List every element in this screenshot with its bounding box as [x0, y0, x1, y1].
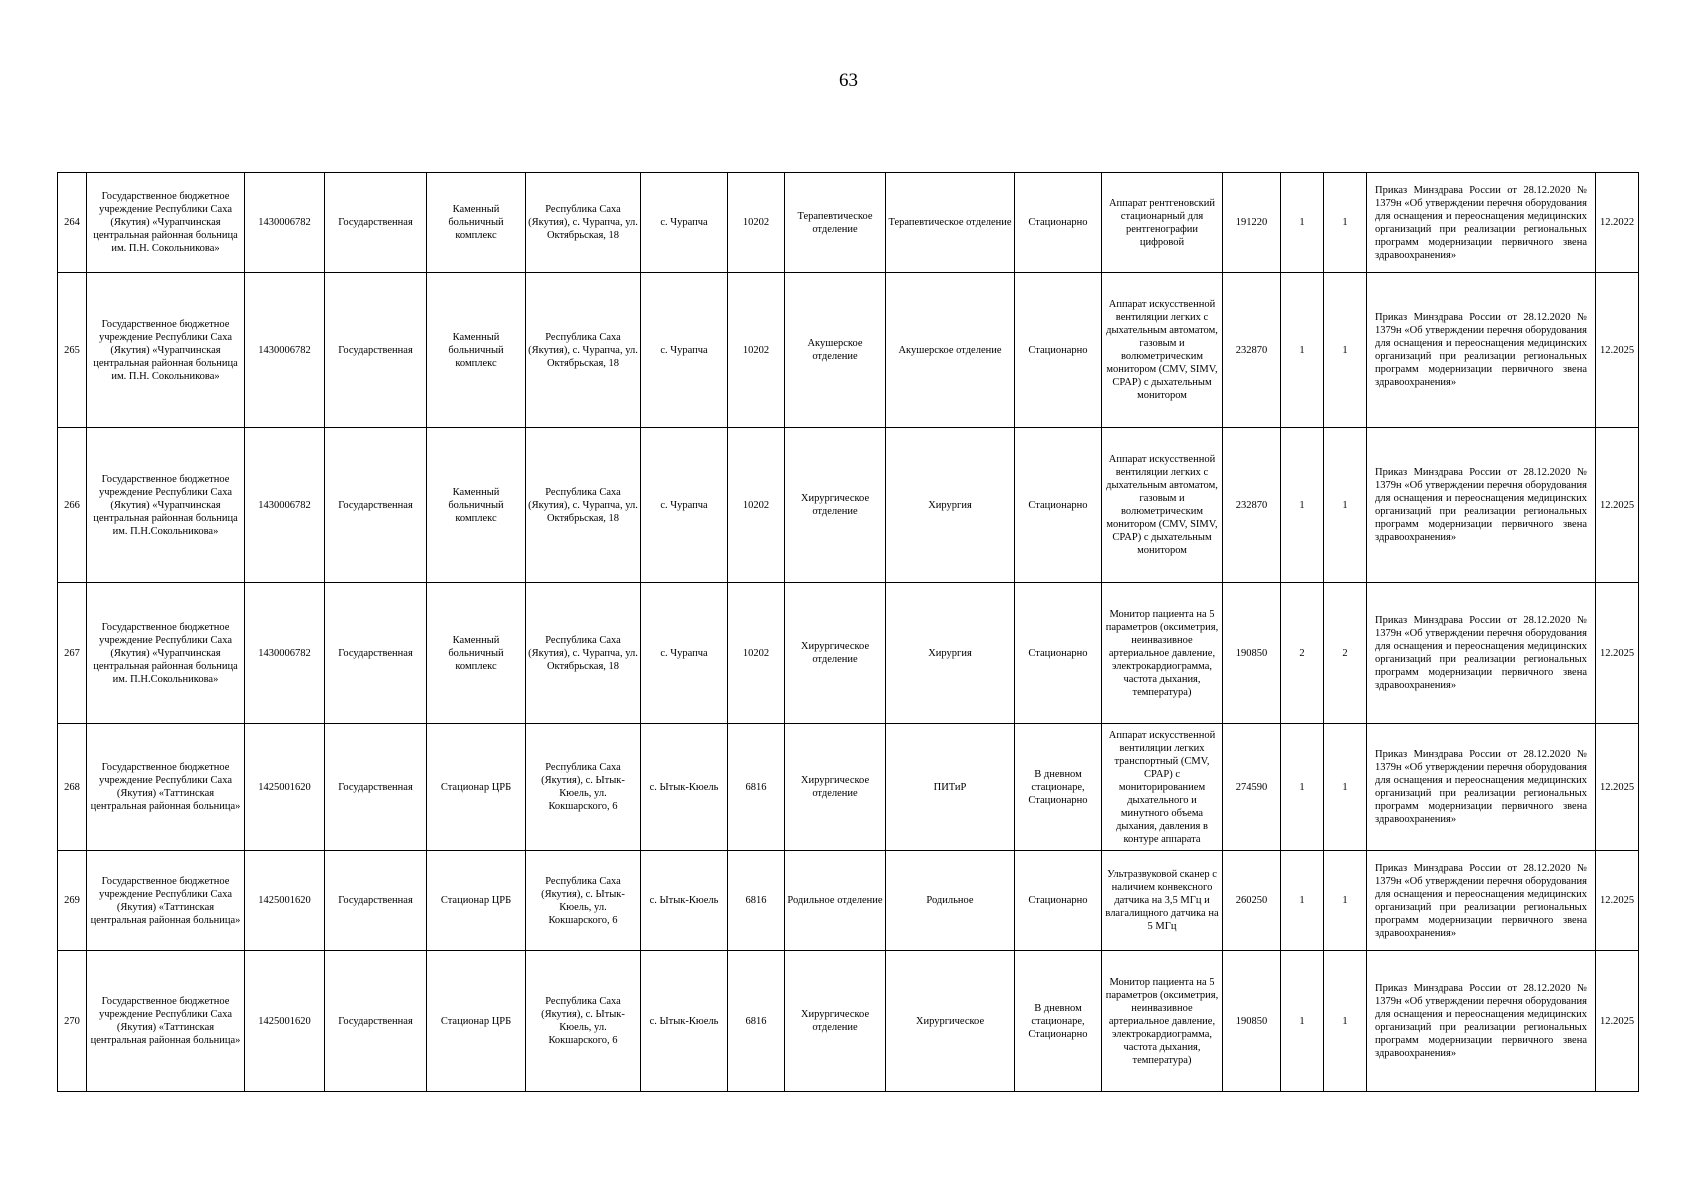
ownership-type: Государственная — [325, 951, 427, 1092]
equipment-quantity-planned: 1 — [1324, 851, 1367, 951]
organization-name: Государственное бюджетное учреждение Республики Саха (Якутия) «Чурапчинская центральная районная больница им. П.Н. Сокольникова» — [87, 273, 245, 428]
equipment-name: Ультразвуковой сканер с наличием конвексного датчика на 3,5 МГц и влагалищного датчика на 5 МГц — [1102, 851, 1223, 951]
equipment-quantity: 1 — [1281, 173, 1324, 273]
page-number: 63 — [839, 70, 858, 91]
equipment-code: 232870 — [1223, 273, 1281, 428]
regulatory-basis: Приказ Минздрава России от 28.12.2020 № 1379н «Об утверждении перечня оборудования для оснащения и переоснащения медицинских организаций при реализации региональных программ модернизации первичного звена здравоохранения» — [1367, 173, 1596, 273]
equipment-quantity-planned: 1 — [1324, 273, 1367, 428]
equipment-name: Аппарат искусственной вентиляции легких с дыхательным автоматом, газовым и волюметрическим монитором (CMV, SIMV, CPAP) с дыхательным монитором — [1102, 273, 1223, 428]
equipment-name: Аппарат искусственной вентиляции легких с дыхательным автоматом, газовым и волюметрическим монитором (CMV, SIMV, CPAP) с дыхательным монитором — [1102, 428, 1223, 583]
delivery-date: 12.2025 — [1596, 583, 1639, 724]
locality-code: 6816 — [728, 724, 785, 851]
row-number: 270 — [58, 951, 87, 1092]
building-name: Каменный больничный комплекс — [427, 173, 526, 273]
care-conditions: Стационарно — [1015, 583, 1102, 724]
equipment-code: 232870 — [1223, 428, 1281, 583]
locality-name: с. Чурапча — [641, 173, 728, 273]
table-row — [58, 583, 1639, 724]
organization-name: Государственное бюджетное учреждение Республики Саха (Якутия) «Таттинская центральная районная больница» — [87, 851, 245, 951]
care-conditions: В дневном стационаре, Стационарно — [1015, 951, 1102, 1092]
facility-address: Республика Саха (Якутия), с. Чурапча, ул. Октябрьская, 18 — [526, 583, 641, 724]
department-profile: Акушерское отделение — [886, 273, 1015, 428]
facility-address: Республика Саха (Якутия), с. Ытык-Кюель, ул. Кокшарского, 6 — [526, 951, 641, 1092]
ownership-type: Государственная — [325, 273, 427, 428]
equipment-quantity: 1 — [1281, 273, 1324, 428]
equipment-quantity: 1 — [1281, 951, 1324, 1092]
regulatory-basis: Приказ Минздрава России от 28.12.2020 № 1379н «Об утверждении перечня оборудования для оснащения и переоснащения медицинских организаций при реализации региональных программ модернизации первичного звена здравоохранения» — [1367, 583, 1596, 724]
department-profile: Хирургия — [886, 583, 1015, 724]
locality-code: 10202 — [728, 273, 785, 428]
department-name: Хирургическое отделение — [785, 428, 886, 583]
equipment-quantity: 1 — [1281, 428, 1324, 583]
department-profile: Терапевтическое отделение — [886, 173, 1015, 273]
organization-inn: 1430006782 — [245, 173, 325, 273]
organization-inn: 1425001620 — [245, 951, 325, 1092]
locality-code: 10202 — [728, 583, 785, 724]
locality-code: 6816 — [728, 951, 785, 1092]
care-conditions: Стационарно — [1015, 851, 1102, 951]
row-number: 269 — [58, 851, 87, 951]
equipment-code: 191220 — [1223, 173, 1281, 273]
building-name: Стационар ЦРБ — [427, 724, 526, 851]
table-row — [58, 951, 1639, 1092]
care-conditions: Стационарно — [1015, 428, 1102, 583]
organization-name: Государственное бюджетное учреждение Республики Саха (Якутия) «Чурапчинская центральная районная больница им. П.Н. Сокольникова» — [87, 173, 245, 273]
locality-name: с. Ытык-Кюель — [641, 951, 728, 1092]
table-row — [58, 724, 1639, 851]
care-conditions: Стационарно — [1015, 273, 1102, 428]
department-name: Акушерское отделение — [785, 273, 886, 428]
equipment-quantity: 1 — [1281, 851, 1324, 951]
ownership-type: Государственная — [325, 851, 427, 951]
ownership-type: Государственная — [325, 428, 427, 583]
ownership-type: Государственная — [325, 583, 427, 724]
delivery-date: 12.2025 — [1596, 851, 1639, 951]
locality-name: с. Чурапча — [641, 428, 728, 583]
locality-name: с. Ытык-Кюель — [641, 724, 728, 851]
department-profile: Хирургия — [886, 428, 1015, 583]
department-name: Хирургическое отделение — [785, 951, 886, 1092]
delivery-date: 12.2025 — [1596, 428, 1639, 583]
equipment-name: Монитор пациента на 5 параметров (оксиметрия, неинвазивное артериальное давление, электрокардиограмма, частота дыхания, температура) — [1102, 583, 1223, 724]
facility-address: Республика Саха (Якутия), с. Чурапча, ул. Октябрьская, 18 — [526, 173, 641, 273]
department-name: Терапевтическое отделение — [785, 173, 886, 273]
delivery-date: 12.2025 — [1596, 273, 1639, 428]
department-name: Родильное отделение — [785, 851, 886, 951]
regulatory-basis: Приказ Минздрава России от 28.12.2020 № 1379н «Об утверждении перечня оборудования для оснащения и переоснащения медицинских организаций при реализации региональных программ модернизации первичного звена здравоохранения» — [1367, 428, 1596, 583]
locality-name: с. Ытык-Кюель — [641, 851, 728, 951]
organization-name: Государственное бюджетное учреждение Республики Саха (Якутия) «Таттинская центральная районная больница» — [87, 951, 245, 1092]
equipment-quantity-planned: 1 — [1324, 724, 1367, 851]
organization-inn: 1425001620 — [245, 851, 325, 951]
building-name: Каменный больничный комплекс — [427, 273, 526, 428]
equipment-code: 260250 — [1223, 851, 1281, 951]
delivery-date: 12.2025 — [1596, 951, 1639, 1092]
organization-inn: 1425001620 — [245, 724, 325, 851]
delivery-date: 12.2025 — [1596, 724, 1639, 851]
equipment-name: Монитор пациента на 5 параметров (оксиметрия, неинвазивное артериальное давление, электрокардиограмма, частота дыхания, температура) — [1102, 951, 1223, 1092]
row-number: 266 — [58, 428, 87, 583]
row-number: 264 — [58, 173, 87, 273]
organization-inn: 1430006782 — [245, 428, 325, 583]
row-number: 268 — [58, 724, 87, 851]
table-row — [58, 428, 1639, 583]
locality-name: с. Чурапча — [641, 273, 728, 428]
department-name: Хирургическое отделение — [785, 724, 886, 851]
organization-inn: 1430006782 — [245, 583, 325, 724]
equipment-quantity-planned: 1 — [1324, 951, 1367, 1092]
table-row — [58, 851, 1639, 951]
equipment-code: 190850 — [1223, 951, 1281, 1092]
regulatory-basis: Приказ Минздрава России от 28.12.2020 № 1379н «Об утверждении перечня оборудования для оснащения и переоснащения медицинских организаций при реализации региональных программ модернизации первичного звена здравоохранения» — [1367, 951, 1596, 1092]
locality-code: 10202 — [728, 173, 785, 273]
equipment-quantity-planned: 1 — [1324, 428, 1367, 583]
organization-inn: 1430006782 — [245, 273, 325, 428]
locality-code: 6816 — [728, 851, 785, 951]
equipment-code: 274590 — [1223, 724, 1281, 851]
equipment-quantity-planned: 2 — [1324, 583, 1367, 724]
facility-address: Республика Саха (Якутия), с. Чурапча, ул. Октябрьская, 18 — [526, 428, 641, 583]
ownership-type: Государственная — [325, 173, 427, 273]
organization-name: Государственное бюджетное учреждение Республики Саха (Якутия) «Чурапчинская центральная районная больница им. П.Н.Сокольникова» — [87, 583, 245, 724]
organization-name: Государственное бюджетное учреждение Республики Саха (Якутия) «Чурапчинская центральная районная больница им. П.Н.Сокольникова» — [87, 428, 245, 583]
care-conditions: В дневном стационаре, Стационарно — [1015, 724, 1102, 851]
department-name: Хирургическое отделение — [785, 583, 886, 724]
care-conditions: Стационарно — [1015, 173, 1102, 273]
equipment-name: Аппарат рентгеновский стационарный для рентгенографии цифровой — [1102, 173, 1223, 273]
table-row — [58, 173, 1639, 273]
department-profile: Хирургическое — [886, 951, 1015, 1092]
locality-code: 10202 — [728, 428, 785, 583]
equipment-quantity: 2 — [1281, 583, 1324, 724]
ownership-type: Государственная — [325, 724, 427, 851]
regulatory-basis: Приказ Минздрава России от 28.12.2020 № 1379н «Об утверждении перечня оборудования для оснащения и переоснащения медицинских организаций при реализации региональных программ модернизации первичного звена здравоохранения» — [1367, 851, 1596, 951]
equipment-quantity-planned: 1 — [1324, 173, 1367, 273]
locality-name: с. Чурапча — [641, 583, 728, 724]
regulatory-basis: Приказ Минздрава России от 28.12.2020 № 1379н «Об утверждении перечня оборудования для оснащения и переоснащения медицинских организаций при реализации региональных программ модернизации первичного звена здравоохранения» — [1367, 724, 1596, 851]
department-profile: ПИТиР — [886, 724, 1015, 851]
facility-address: Республика Саха (Якутия), с. Ытык-Кюель, ул. Кокшарского, 6 — [526, 724, 641, 851]
equipment-name: Аппарат искусственной вентиляции легких транспортный (CMV, CPAP) с мониторированием дыхательного и минутного объема дыхания, давления в контуре аппарата — [1102, 724, 1223, 851]
department-profile: Родильное — [886, 851, 1015, 951]
facility-address: Республика Саха (Якутия), с. Ытык-Кюель, ул. Кокшарского, 6 — [526, 851, 641, 951]
table-row — [58, 273, 1639, 428]
regulatory-basis: Приказ Минздрава России от 28.12.2020 № 1379н «Об утверждении перечня оборудования для оснащения и переоснащения медицинских организаций при реализации региональных программ модернизации первичного звена здравоохранения» — [1367, 273, 1596, 428]
facility-address: Республика Саха (Якутия), с. Чурапча, ул. Октябрьская, 18 — [526, 273, 641, 428]
building-name: Каменный больничный комплекс — [427, 428, 526, 583]
row-number: 267 — [58, 583, 87, 724]
row-number: 265 — [58, 273, 87, 428]
building-name: Каменный больничный комплекс — [427, 583, 526, 724]
equipment-table — [57, 172, 1639, 1092]
building-name: Стационар ЦРБ — [427, 851, 526, 951]
organization-name: Государственное бюджетное учреждение Республики Саха (Якутия) «Таттинская центральная районная больница» — [87, 724, 245, 851]
equipment-quantity: 1 — [1281, 724, 1324, 851]
table-body — [58, 173, 1639, 1092]
delivery-date: 12.2022 — [1596, 173, 1639, 273]
equipment-code: 190850 — [1223, 583, 1281, 724]
building-name: Стационар ЦРБ — [427, 951, 526, 1092]
